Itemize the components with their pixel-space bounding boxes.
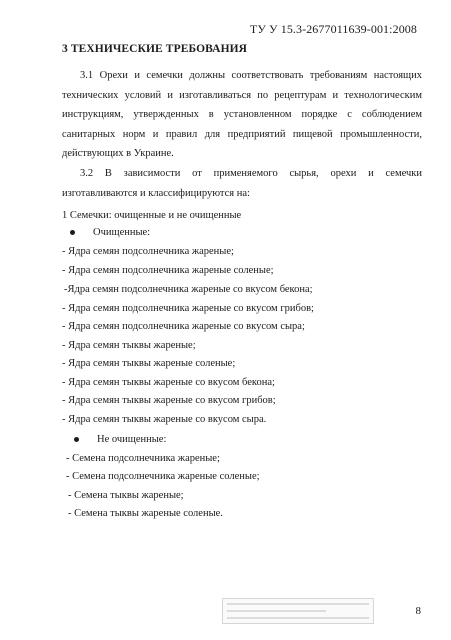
list-item: - Семена подсолнечника жареные; [66,453,220,464]
list-item: - Ядра семян подсолнечника жареные соленые; [62,265,274,276]
group-unpeeled-heading [74,433,166,447]
list-item: - Ядра семян тыквы жареные со вкусом грибов; [62,395,276,406]
stamp-line [227,603,369,605]
list-item: - Ядра семян подсолнечника жареные со вкусом сыра; [62,321,305,332]
group-unpeeled-label: Не очищенные: [97,434,167,445]
list-item: - Ядра семян тыквы жареные соленые; [62,358,236,369]
list-item: - Ядра семян тыквы жареные со вкусом бекона; [62,377,275,388]
list-item: -Ядра семян подсолнечника жареные со вкусом бекона; [64,284,313,295]
list-heading: 1 Семечки: очищенные и не очищенные [62,210,242,221]
list-item: - Ядра семян подсолнечника жареные; [62,246,234,257]
paragraph-3-1-text: 3.1 Орехи и семечки должны соответствовать требованиям настоящих технических условий и изготавливаться по рецептурам и технологическим инструкциям, утвержденных в установленном порядке с соблюдением санитарных норм и правил для предприятий пищевой промышленности, действующих в Украине. [62,70,422,159]
bullet-icon [74,437,79,442]
list-item: - Семена подсолнечника жареные соленые; [66,471,260,482]
paragraph-3-2-text: 3.2 В зависимости от применяемого сырья, орехи и семечки изготавливаются и классифицируются на: [62,168,422,199]
bullet-icon [70,230,75,235]
stamp-line [227,617,369,619]
paragraph-3-1 [62,66,422,164]
group-peeled-heading [70,226,150,240]
list-item: - Ядра семян тыквы жареные; [62,340,196,351]
section-title: 3 ТЕХНИЧЕСКИЕ ТРЕБОВАНИЯ [62,43,248,55]
stamp-line [227,610,326,612]
list-item: - Ядра семян подсолнечника жареные со вкусом грибов; [62,303,314,314]
list-item: - Ядра семян тыквы жареные со вкусом сыра. [62,414,267,425]
list-item: - Семена тыквы жареные соленые. [68,508,223,519]
document-code: ТУ У 15.3-2677011639-001:2008 [249,22,417,36]
page-number: 8 [415,605,421,617]
group-peeled-label: Очищенные: [93,227,151,238]
faded-stamp [222,598,374,624]
paragraph-3-2 [62,164,422,203]
list-item: - Семена тыквы жареные; [68,490,184,501]
